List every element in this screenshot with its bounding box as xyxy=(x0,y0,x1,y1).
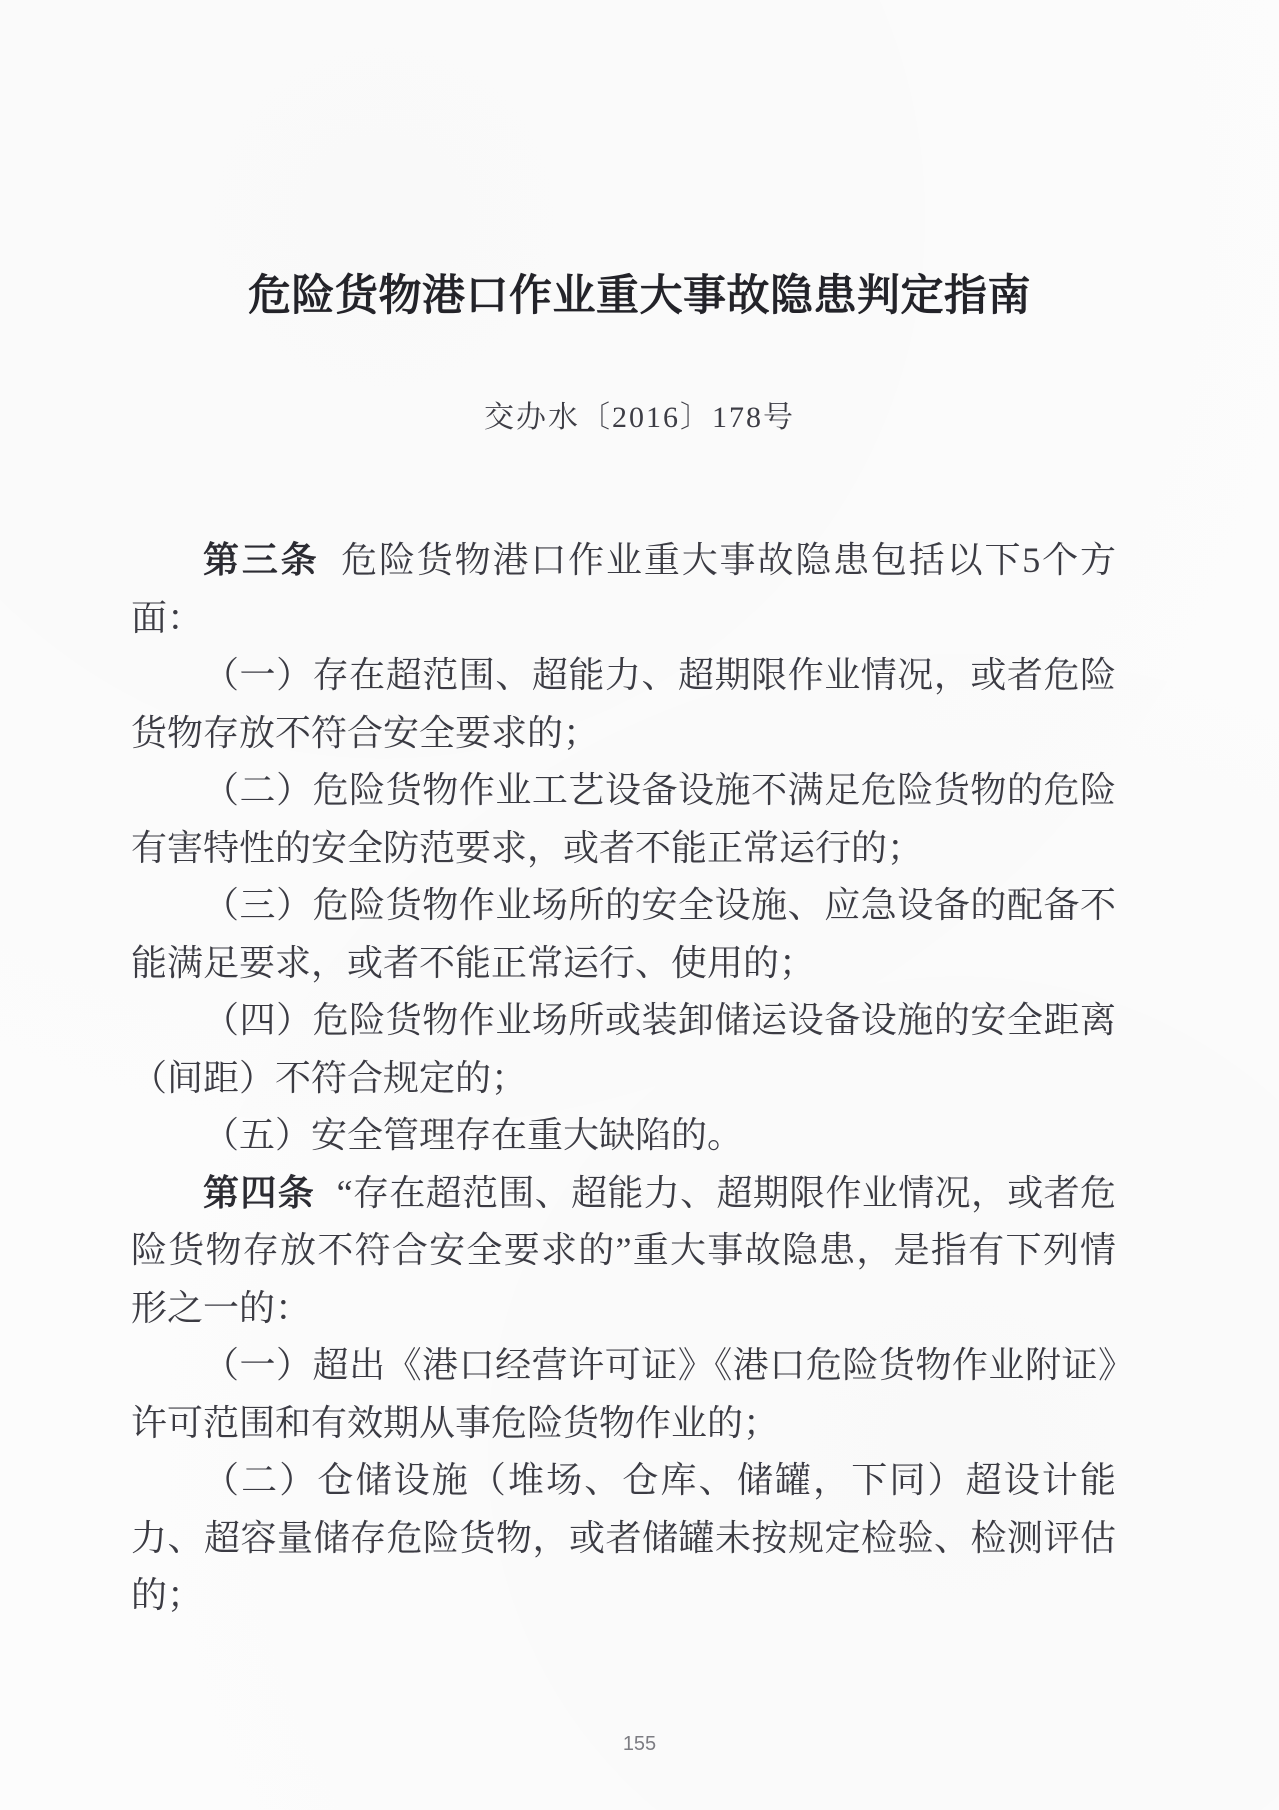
document-number: 交办水〔2016〕178号 xyxy=(484,401,795,434)
paragraph-text: （三）危险货物作业场所的安全设施、应急设备的配备不能满足要求，或者不能正常运行、使用的； xyxy=(131,885,1116,983)
paragraph-text: （一）存在超范围、超能力、超期限作业情况，或者危险货物存放不符合安全要求的； xyxy=(131,655,1116,753)
paragraph-text: （四）危险货物作业场所或装卸储运设备设施的安全距离（间距）不符合规定的； xyxy=(131,1000,1116,1098)
paragraph-article-3 xyxy=(131,532,1116,647)
paragraph-text: 危险货物港口作业重大事故隐患包括以下5个方面： xyxy=(131,540,1116,638)
paragraph-text: （五）安全管理存在重大缺陷的。 xyxy=(203,1115,744,1155)
paragraph-item-1 xyxy=(131,647,1116,762)
paragraph-text: （二）危险货物作业工艺设备设施不满足危险货物的危险有害特性的安全防范要求，或者不能正常运行的； xyxy=(131,770,1116,868)
paragraph-item-2b xyxy=(131,1452,1116,1625)
paragraph-text: （二）仓储设施（堆场、仓库、储罐，下同）超设计能力、超容量储存危险货物，或者储罐未按规定检验、检测评估的； xyxy=(131,1460,1116,1615)
paragraph-text: “存在超范围、超能力、超期限作业情况，或者危险货物存放不符合安全要求的”重大事故隐患，是指有下列情形之一的： xyxy=(131,1172,1116,1328)
paragraph-item-2 xyxy=(131,762,1116,877)
page-number: 155 xyxy=(622,1733,657,1755)
article-number: 第三条 xyxy=(203,540,320,580)
paragraph-article-4 xyxy=(131,1165,1116,1338)
paragraph-item-3 xyxy=(131,877,1116,992)
document-title: 危险货物港口作业重大事故隐患判定指南 xyxy=(248,273,1031,320)
paragraph-item-4 xyxy=(131,992,1116,1107)
document-body xyxy=(131,532,1116,1625)
paragraph-item-1b xyxy=(131,1337,1116,1452)
article-number: 第四条 xyxy=(203,1172,316,1213)
paragraph-text: （一）超出《港口经营许可证》《港口危险货物作业附证》许可范围和有效期从事危险货物作业的； xyxy=(131,1345,1116,1443)
paragraph-item-5 xyxy=(131,1107,1116,1165)
